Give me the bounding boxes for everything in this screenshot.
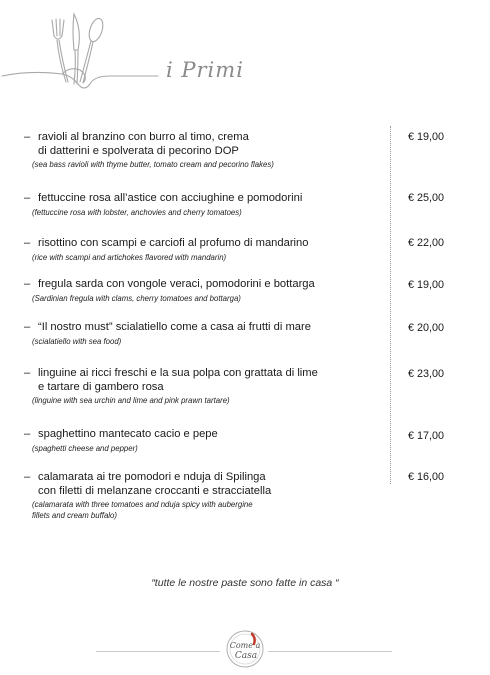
translation-line: (sea bass ravioli with thyme butter, tomato cream and pecorino flakes) xyxy=(32,160,274,169)
dish-name xyxy=(38,131,374,158)
menu-item xyxy=(24,278,374,304)
menu-item xyxy=(24,471,374,521)
dish-price: € 22,00 xyxy=(408,237,445,249)
translation-line: (scialatiello with sea food) xyxy=(32,336,122,346)
translation-line: fillets and cream buffalo) xyxy=(32,511,117,520)
translation-line: (fettuccine rosa with lobster, anchovies and cherry tomatoes) xyxy=(32,207,242,217)
fork-icon xyxy=(52,19,68,82)
restaurant-logo xyxy=(224,628,266,675)
price-column-divider xyxy=(390,126,391,484)
dish-name-line: ravioli al branzino con burro al timo, crema xyxy=(38,131,249,143)
knife-icon xyxy=(73,14,79,84)
dish-name-line: “Il nostro must” scialatiello come a casa ai frutti di mare xyxy=(38,321,311,333)
logo-text-bottom: Casa xyxy=(234,651,258,661)
section-title: i Primi xyxy=(166,58,244,82)
dish-translation xyxy=(32,443,374,454)
footnote: “tutte le nostre paste sono fatte in casa “ xyxy=(151,577,339,589)
dish-name xyxy=(38,321,374,335)
dish-name-line: e tartare di gambero rosa xyxy=(38,380,164,393)
menu-item xyxy=(24,237,374,263)
bullet-dash: – xyxy=(24,428,31,440)
cutlery-flourish-icon xyxy=(0,0,490,100)
dish-translation xyxy=(32,207,374,218)
menu-item xyxy=(24,321,374,347)
dish-name-line: linguine ai ricci freschi e la sua polpa con grattata di lime xyxy=(38,367,318,379)
dish-price: € 19,00 xyxy=(408,131,445,143)
bullet-dash: – xyxy=(24,192,31,204)
footer-rule-right xyxy=(268,651,392,652)
menu-item xyxy=(24,428,374,454)
translation-line: (Sardinian fregula with clams, cherry tomatoes and bottarga) xyxy=(32,293,241,303)
translation-line: (calamarata with three tomatoes and nduja spicy with aubergine xyxy=(32,500,253,509)
dish-translation xyxy=(32,336,374,347)
dish-price: € 17,00 xyxy=(408,430,445,442)
dish-price: € 20,00 xyxy=(408,322,445,334)
dish-name xyxy=(38,367,374,394)
dish-translation xyxy=(32,395,374,406)
dish-name xyxy=(38,278,374,292)
dish-name-line: risottino con scampi e carciofi al profumo di mandarino xyxy=(38,237,309,249)
bullet-dash: – xyxy=(24,278,31,290)
footer-rule-left xyxy=(96,651,220,652)
menu-header xyxy=(0,0,490,100)
dish-translation xyxy=(32,252,374,263)
dish-translation xyxy=(32,499,374,521)
dish-name xyxy=(38,428,374,442)
menu-item xyxy=(24,131,374,170)
dish-name-line: spaghettino mantecato cacio e pepe xyxy=(38,428,218,440)
dish-translation xyxy=(32,293,374,304)
dish-name-line: fregula sarda con vongole veraci, pomodorini e bottarga xyxy=(38,278,315,290)
dish-price: € 19,00 xyxy=(408,279,445,291)
dish-name xyxy=(38,471,374,498)
dish-name xyxy=(38,237,374,251)
menu-item xyxy=(24,192,374,218)
dish-translation xyxy=(32,159,374,170)
bullet-dash: – xyxy=(24,471,31,483)
dish-name-line: con filetti di melanzane croccanti e stracciatella xyxy=(38,484,272,497)
dish-name-line: fettuccine rosa all’astice con acciughine e pomodorini xyxy=(38,192,303,204)
bullet-dash: – xyxy=(24,321,31,333)
dish-price: € 16,00 xyxy=(408,471,445,483)
dish-name-line: calamarata ai tre pomodori e nduja di Spilinga xyxy=(38,471,266,483)
translation-line: (rice with scampi and artichokes flavored with mandarin) xyxy=(32,252,227,262)
bullet-dash: – xyxy=(24,367,31,379)
dish-price: € 23,00 xyxy=(408,368,445,380)
translation-line: (spaghetti cheese and pepper) xyxy=(32,443,138,453)
bullet-dash: – xyxy=(24,237,31,249)
bullet-dash: – xyxy=(24,131,31,143)
translation-line: (linguine with sea urchin and lime and pink prawn tartare) xyxy=(32,396,230,405)
logo-text-top: Come a xyxy=(229,641,261,650)
dish-name-line: di datterini e spolverata di pecorino DOP xyxy=(38,144,239,157)
menu-item xyxy=(24,367,374,406)
dish-price: € 25,00 xyxy=(408,192,445,204)
dish-name xyxy=(38,192,374,206)
